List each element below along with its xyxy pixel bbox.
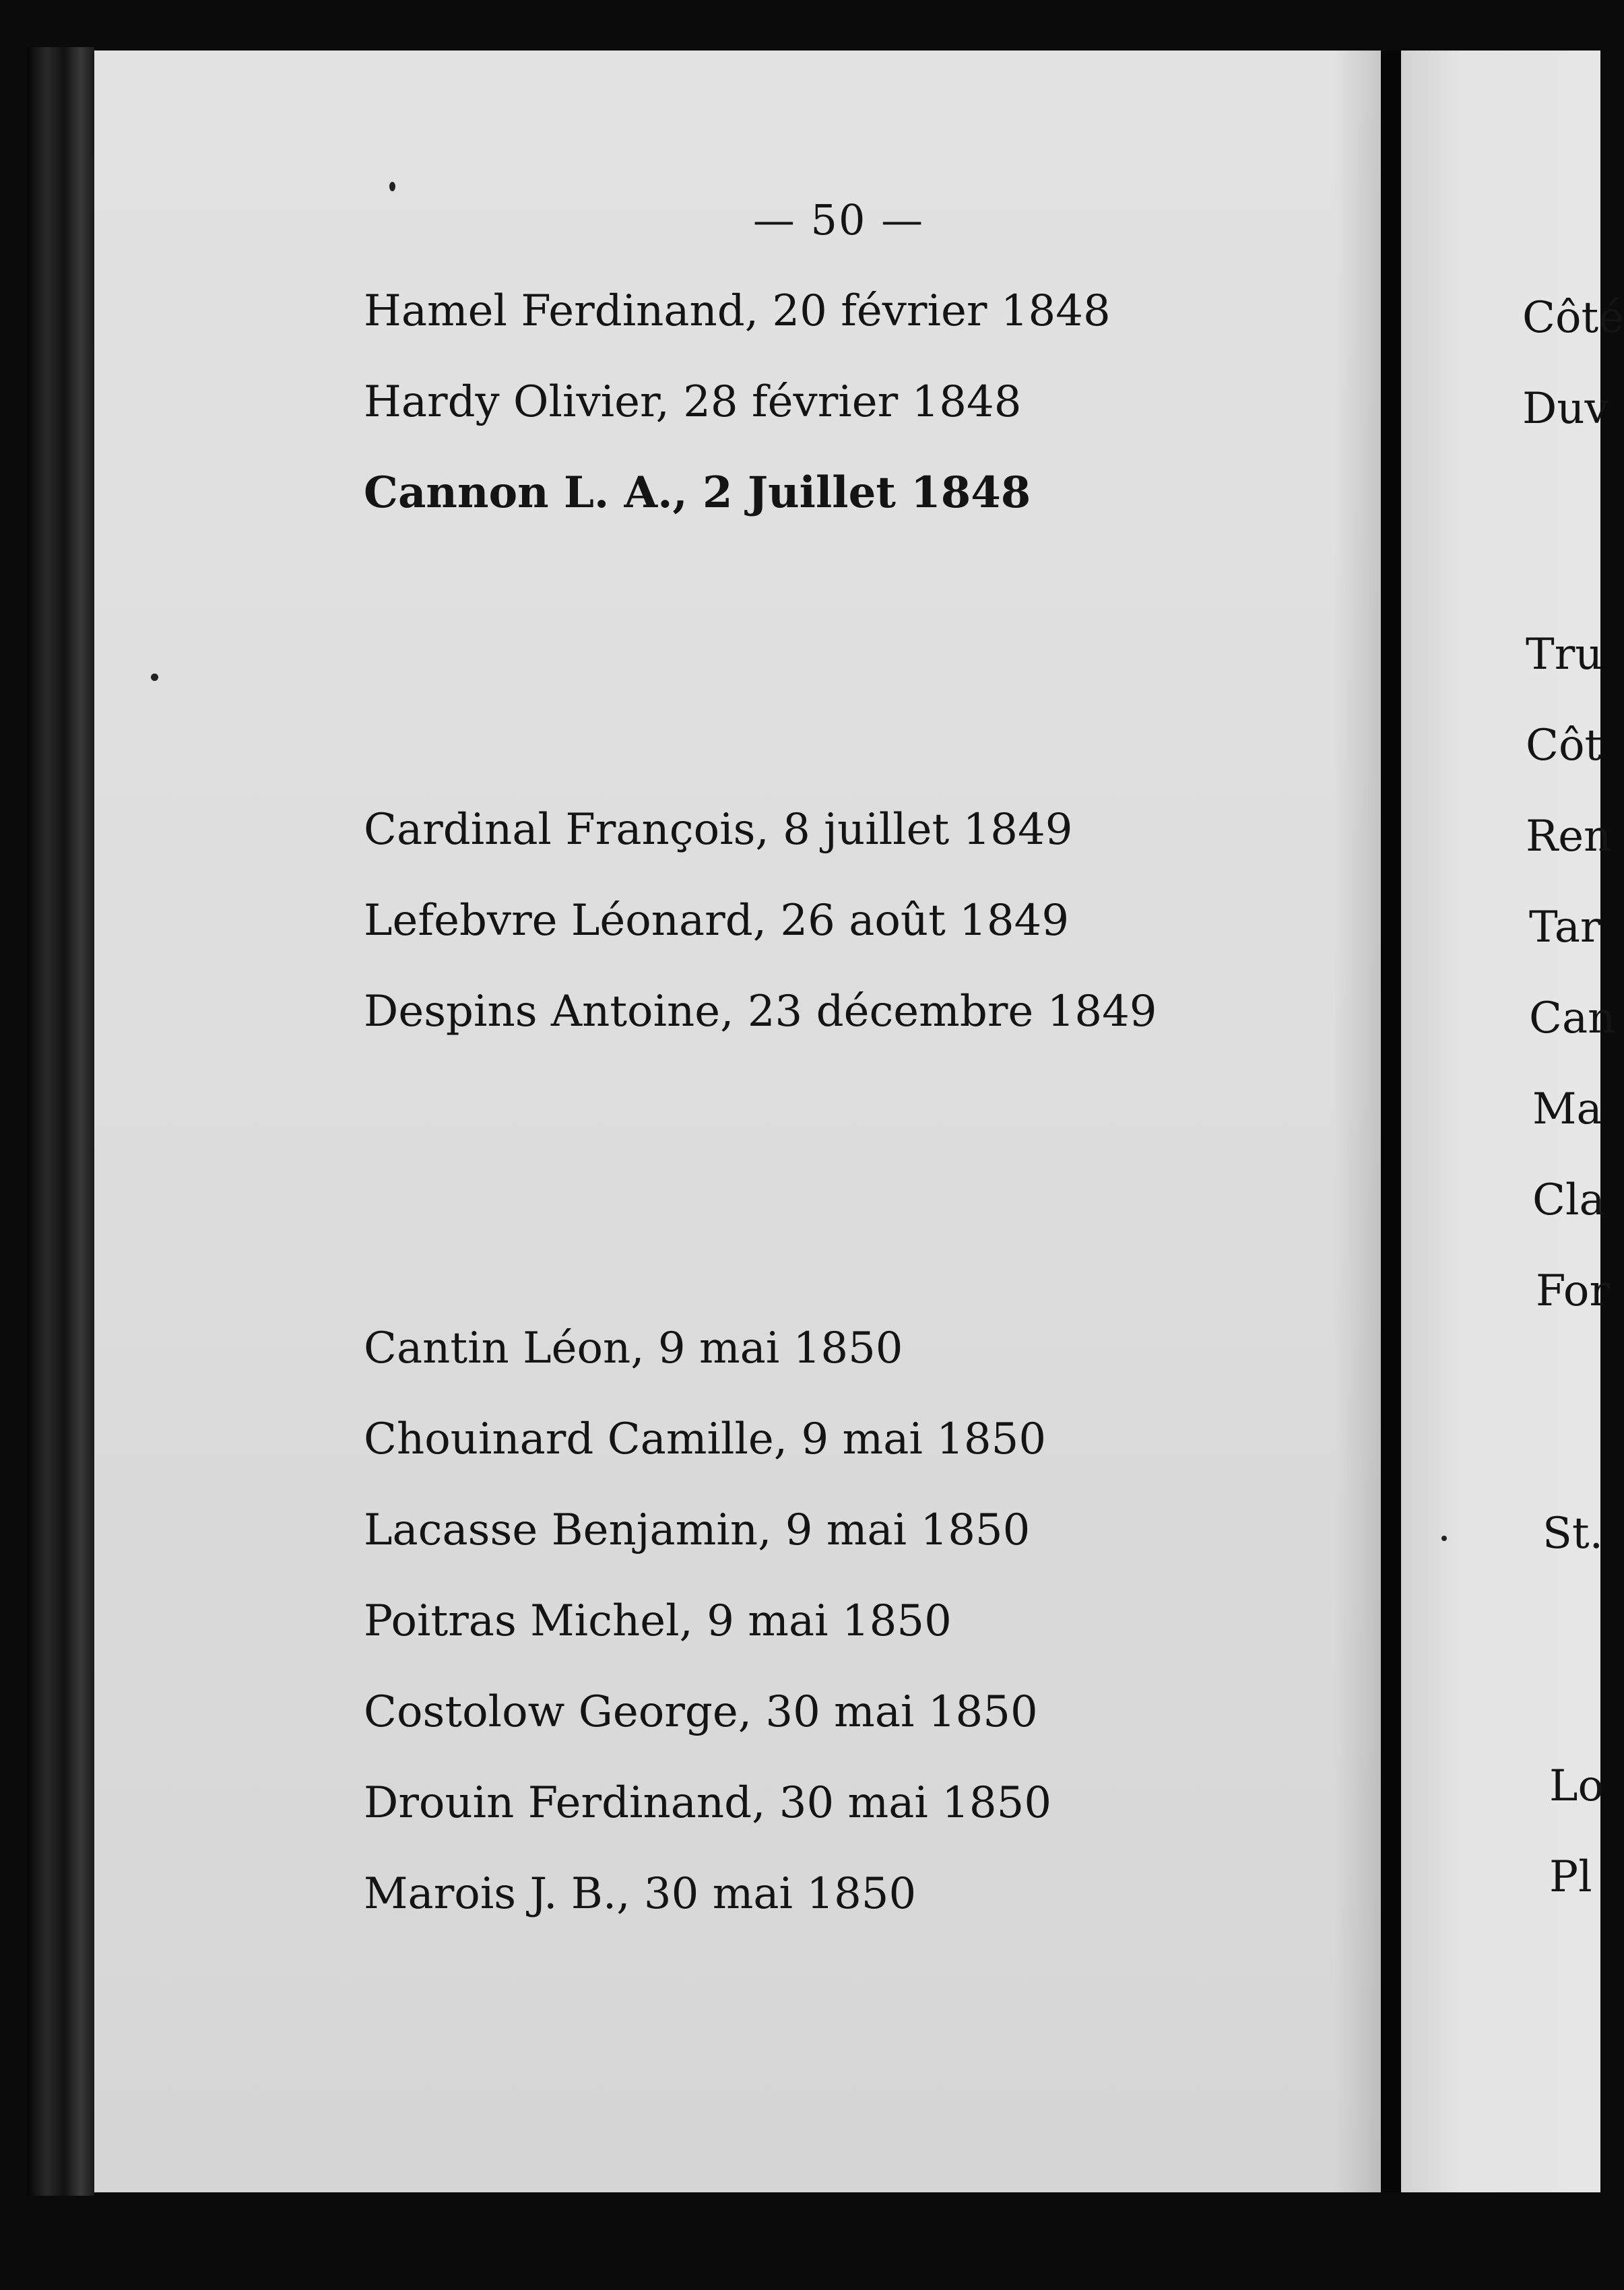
- ink-speck: [389, 182, 395, 191]
- list-item: Poitras Michel, 9 mai 1850: [364, 1596, 952, 1646]
- right-page-fragment: Can: [1529, 993, 1616, 1043]
- right-page-fragment: Côt: [1526, 721, 1602, 771]
- right-page-fragment: St.: [1542, 1509, 1603, 1559]
- right-page-fragment: Tru: [1526, 630, 1603, 680]
- right-page-fragment: Cla: [1532, 1175, 1605, 1225]
- right-page-fragment: Tar: [1529, 903, 1601, 952]
- right-page-fragment: Lo: [1549, 1761, 1604, 1811]
- ink-speck: [1441, 1536, 1447, 1541]
- list-item: Hamel Ferdinand, 20 février 1848: [364, 286, 1111, 336]
- list-item: Lefebvre Léonard, 26 août 1849: [364, 896, 1070, 946]
- list-item: Drouin Ferdinand, 30 mai 1850: [364, 1778, 1052, 1828]
- right-page-fragment: Pl: [1549, 1852, 1592, 1902]
- list-item: Cantin Léon, 9 mai 1850: [364, 1323, 903, 1373]
- list-item: Despins Antoine, 23 décembre 1849: [364, 987, 1157, 1037]
- right-page-fragment: For: [1536, 1266, 1611, 1316]
- list-item: Cardinal François, 8 juillet 1849: [364, 805, 1073, 855]
- list-item: Lacasse Benjamin, 9 mai 1850: [364, 1505, 1031, 1555]
- right-page-fragment: Ma: [1532, 1084, 1602, 1134]
- right-page: [1401, 51, 1624, 2192]
- list-item: Cannon L. A., 2 Juillet 1848: [364, 467, 1031, 518]
- book-spine: [27, 47, 94, 2196]
- list-item: Marois J. B., 30 mai 1850: [364, 1869, 917, 1919]
- list-item: Chouinard Camille, 9 mai 1850: [364, 1414, 1047, 1464]
- right-page-fragment: Ren: [1526, 812, 1612, 861]
- list-item: Hardy Olivier, 28 février 1848: [364, 377, 1022, 427]
- page-number: — 50 —: [752, 195, 925, 244]
- page-gutter: [1381, 51, 1401, 2192]
- right-page-fragment: Duv: [1522, 384, 1609, 434]
- ink-speck: [151, 674, 158, 681]
- list-item: Costolow George, 30 mai 1850: [364, 1687, 1038, 1737]
- right-page-fragment: Côté: [1522, 293, 1624, 343]
